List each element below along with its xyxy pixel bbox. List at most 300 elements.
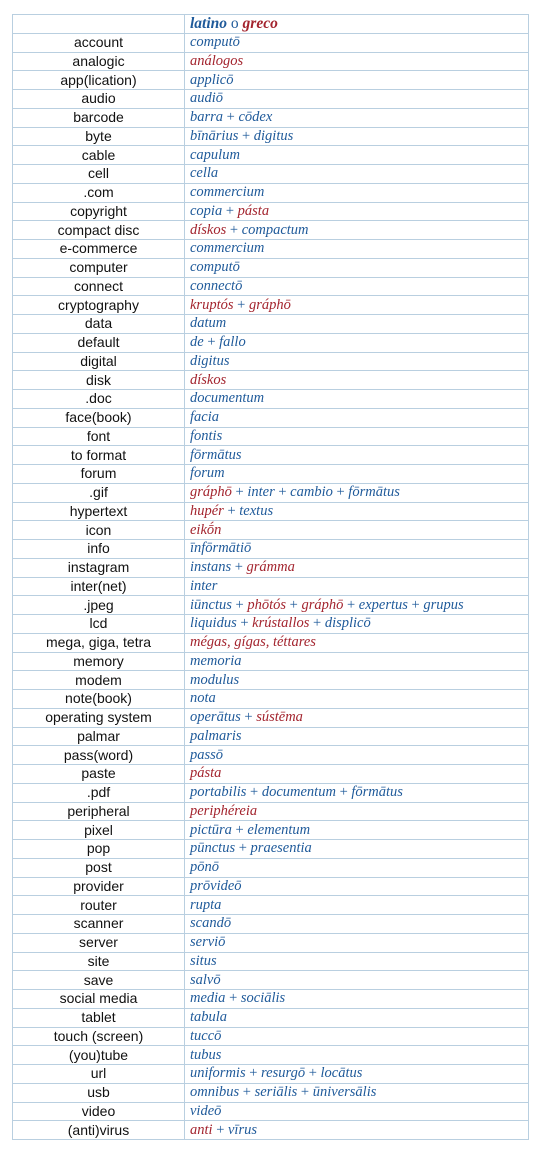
term-cell: e-commerce	[13, 240, 185, 259]
plus-separator: +	[286, 596, 302, 613]
greek-root: pásta	[237, 202, 270, 219]
term-cell: (you)tube	[13, 1046, 185, 1065]
plus-separator: +	[246, 784, 262, 801]
term-cell: face(book)	[13, 408, 185, 427]
table-row	[13, 708, 529, 727]
latin-root: connectō	[190, 277, 243, 294]
origin-cell	[185, 558, 529, 577]
plus-separator: +	[297, 1084, 313, 1101]
term-cell: save	[13, 971, 185, 990]
plus-separator: +	[309, 615, 325, 632]
origin-cell	[185, 1102, 529, 1121]
latin-root: iūnctus	[190, 596, 232, 613]
plus-separator: +	[225, 990, 241, 1007]
term-cell: font	[13, 427, 185, 446]
latin-root: scandō	[190, 915, 232, 932]
plus-separator: +	[203, 334, 220, 351]
table-row	[13, 465, 529, 484]
latin-root: modulus	[190, 671, 240, 688]
origin-cell	[185, 521, 529, 540]
latin-root: prōvideō	[190, 877, 242, 894]
table-row	[13, 821, 529, 840]
origin-cell	[185, 277, 529, 296]
origin-cell	[185, 840, 529, 859]
table-row	[13, 971, 529, 990]
table-row	[13, 71, 529, 90]
plus-separator: +	[274, 484, 291, 501]
table-row	[13, 165, 529, 184]
origin-cell	[185, 577, 529, 596]
table-row	[13, 746, 529, 765]
plus-separator: +	[332, 484, 349, 501]
origin-cell	[185, 465, 529, 484]
table-row	[13, 652, 529, 671]
table-body	[13, 15, 529, 1140]
origin-cell	[185, 727, 529, 746]
origin-cell	[185, 802, 529, 821]
latin-root: ūniversālis	[312, 1084, 377, 1101]
origin-cell	[185, 915, 529, 934]
latin-root: fontis	[190, 427, 223, 444]
plus-separator: +	[240, 709, 257, 726]
table-row	[13, 915, 529, 934]
term-cell: router	[13, 896, 185, 915]
term-cell: pixel	[13, 821, 185, 840]
origin-cell	[185, 1027, 529, 1046]
term-cell: peripheral	[13, 802, 185, 821]
table-row	[13, 1046, 529, 1065]
table-row	[13, 521, 529, 540]
table-row	[13, 352, 529, 371]
plus-separator: +	[236, 615, 253, 632]
origin-cell	[185, 765, 529, 784]
plus-separator: +	[212, 1121, 228, 1138]
latin-root: fallo	[219, 334, 246, 351]
table-row	[13, 840, 529, 859]
greek-root: eikṓn	[190, 521, 222, 538]
origin-cell	[185, 408, 529, 427]
origin-cell	[185, 877, 529, 896]
greek-root: gráphō	[190, 484, 232, 501]
table-row	[13, 90, 529, 109]
table-row	[13, 333, 529, 352]
origin-cell	[185, 990, 529, 1009]
latin-root: īnfōrmātiō	[190, 540, 252, 557]
latin-root: passō	[190, 746, 224, 763]
origin-cell	[185, 502, 529, 521]
term-cell: compact disc	[13, 221, 185, 240]
term-cell: barcode	[13, 108, 185, 127]
term-cell: to format	[13, 446, 185, 465]
latin-root: computō	[190, 259, 240, 276]
table-row	[13, 577, 529, 596]
term-cell: hypertext	[13, 502, 185, 521]
origin-cell	[185, 708, 529, 727]
table-row	[13, 558, 529, 577]
term-cell: account	[13, 33, 185, 52]
term-cell: paste	[13, 765, 185, 784]
origin-cell	[185, 146, 529, 165]
origin-cell	[185, 240, 529, 259]
term-cell: .doc	[13, 390, 185, 409]
term-cell: usb	[13, 1083, 185, 1102]
latin-root: inter	[247, 484, 275, 501]
table-row	[13, 202, 529, 221]
plus-separator: +	[235, 840, 251, 857]
table-row	[13, 240, 529, 259]
greek-root: periphéreia	[190, 802, 258, 819]
plus-separator: +	[231, 821, 248, 838]
table-row	[13, 690, 529, 709]
latin-root: facia	[190, 409, 219, 426]
latin-root: copia	[190, 202, 223, 219]
latin-root: expertus	[358, 596, 408, 613]
table-row	[13, 483, 529, 502]
table-row	[13, 315, 529, 334]
origin-cell	[185, 783, 529, 802]
plus-separator: +	[305, 1065, 321, 1082]
origin-cell	[185, 183, 529, 202]
table-row	[13, 33, 529, 52]
term-cell: operating system	[13, 708, 185, 727]
latin-root: fōrmātus	[190, 446, 242, 463]
greek-root: kruptós	[190, 296, 234, 313]
latin-root: pūnctus	[190, 840, 236, 857]
plus-separator: +	[245, 1065, 262, 1082]
origin-cell	[185, 221, 529, 240]
plus-separator: +	[343, 596, 359, 613]
latin-root: praesentia	[250, 840, 312, 857]
greek-root: dískos	[190, 371, 227, 388]
term-cell: cable	[13, 146, 185, 165]
latin-root: videō	[190, 1102, 222, 1119]
term-cell: .com	[13, 183, 185, 202]
table-row	[13, 258, 529, 277]
greek-root: anti	[190, 1121, 213, 1138]
table-row	[13, 1008, 529, 1027]
plus-separator: +	[223, 502, 240, 519]
table-row	[13, 1083, 529, 1102]
plus-separator: +	[231, 484, 248, 501]
table-row	[13, 371, 529, 390]
latin-root: tabula	[190, 1009, 228, 1026]
term-cell: byte	[13, 127, 185, 146]
term-cell: app(lication)	[13, 71, 185, 90]
latin-root: memoria	[190, 652, 242, 669]
latin-root: instans	[190, 559, 232, 576]
term-cell: .pdf	[13, 783, 185, 802]
greek-root: sústēma	[256, 709, 303, 726]
term-cell: cell	[13, 165, 185, 184]
origin-cell	[185, 390, 529, 409]
latin-root: serviō	[190, 934, 226, 951]
origin-cell	[185, 108, 529, 127]
table-row	[13, 1121, 529, 1140]
latin-root: barra	[190, 109, 224, 126]
term-cell: disk	[13, 371, 185, 390]
table-row	[13, 296, 529, 315]
table-row	[13, 727, 529, 746]
latin-root: sociālis	[240, 990, 286, 1007]
table-row	[13, 783, 529, 802]
term-cell: icon	[13, 521, 185, 540]
latin-root: digitus	[253, 127, 294, 144]
latin-root: palmaris	[190, 727, 242, 744]
origin-cell	[185, 127, 529, 146]
header-row	[13, 15, 529, 34]
plus-separator: +	[223, 109, 239, 126]
table-row	[13, 952, 529, 971]
table-row	[13, 615, 529, 634]
header-conjunction: o	[230, 15, 239, 33]
term-cell: server	[13, 933, 185, 952]
table-row	[13, 390, 529, 409]
table-row	[13, 540, 529, 559]
latin-root: rupta	[190, 896, 222, 913]
table-row	[13, 633, 529, 652]
header-greek-label: greco	[242, 15, 278, 33]
term-cell: cryptography	[13, 296, 185, 315]
term-cell: social media	[13, 990, 185, 1009]
latin-root: media	[190, 990, 226, 1007]
latin-root: textus	[239, 502, 274, 519]
term-cell: digital	[13, 352, 185, 371]
plus-separator: +	[335, 784, 352, 801]
table-row	[13, 990, 529, 1009]
origin-cell	[185, 165, 529, 184]
term-cell: note(book)	[13, 690, 185, 709]
term-cell: pop	[13, 840, 185, 859]
latin-root: de	[190, 334, 204, 351]
table-row	[13, 671, 529, 690]
latin-root: tuccō	[190, 1027, 222, 1044]
origin-cell	[185, 33, 529, 52]
term-cell: memory	[13, 652, 185, 671]
greek-root: gráphō	[301, 596, 344, 613]
origin-cell	[185, 1083, 529, 1102]
origin-cell	[185, 1065, 529, 1084]
plus-separator: +	[239, 1084, 255, 1101]
plus-separator: +	[233, 296, 249, 313]
latin-root: forum	[190, 465, 225, 482]
latin-root: pictūra	[190, 821, 232, 838]
term-cell: .gif	[13, 483, 185, 502]
latin-root: tubus	[190, 1046, 222, 1063]
latin-root: documentum	[261, 784, 336, 801]
table-row	[13, 1065, 529, 1084]
origin-cell	[185, 352, 529, 371]
table-row	[13, 427, 529, 446]
origin-cell	[185, 258, 529, 277]
term-cell: (anti)virus	[13, 1121, 185, 1140]
origin-cell	[185, 540, 529, 559]
latin-root: fōrmātus	[351, 784, 403, 801]
latin-root: displicō	[324, 615, 371, 632]
latin-root: datum	[190, 315, 227, 332]
latin-root: digitus	[190, 352, 230, 369]
table-row	[13, 1102, 529, 1121]
term-cell: instagram	[13, 558, 185, 577]
term-cell: touch (screen)	[13, 1027, 185, 1046]
origin-cell	[185, 427, 529, 446]
latin-root: portabilis	[190, 784, 247, 801]
origin-cell	[185, 202, 529, 221]
origin-cell	[185, 371, 529, 390]
latin-root: liquidus	[190, 615, 237, 632]
term-cell: analogic	[13, 52, 185, 71]
table-row	[13, 127, 529, 146]
latin-root: cella	[190, 165, 219, 182]
plus-separator: +	[222, 202, 238, 219]
origin-cell	[185, 746, 529, 765]
term-cell: url	[13, 1065, 185, 1084]
term-cell: data	[13, 315, 185, 334]
latin-root: seriālis	[254, 1084, 298, 1101]
term-cell: pass(word)	[13, 746, 185, 765]
etymology-table	[12, 14, 529, 1140]
latin-root: cambio	[290, 484, 333, 501]
term-cell: mega, giga, tetra	[13, 633, 185, 652]
latin-root: nota	[190, 690, 216, 707]
plus-separator: +	[231, 559, 247, 576]
origin-cell	[185, 690, 529, 709]
term-cell: connect	[13, 277, 185, 296]
term-cell: info	[13, 540, 185, 559]
term-cell: forum	[13, 465, 185, 484]
table-row	[13, 277, 529, 296]
latin-root: pōnō	[190, 859, 219, 876]
term-cell: inter(net)	[13, 577, 185, 596]
origin-cell	[185, 71, 529, 90]
latin-root: operātus	[190, 709, 241, 726]
origin-cell	[185, 615, 529, 634]
latin-root: vīrus	[228, 1121, 257, 1138]
latin-root: commercium	[190, 184, 265, 201]
latin-root: commercium	[190, 240, 265, 257]
term-cell: post	[13, 858, 185, 877]
origin-cell	[185, 821, 529, 840]
greek-root: grámma	[246, 559, 295, 576]
term-cell: modem	[13, 671, 185, 690]
origin-cell	[185, 1046, 529, 1065]
latin-root: fōrmātus	[348, 484, 400, 501]
greek-root: dískos	[190, 221, 227, 238]
origin-cell	[185, 952, 529, 971]
origin-cell	[185, 671, 529, 690]
term-cell: copyright	[13, 202, 185, 221]
term-cell: site	[13, 952, 185, 971]
plus-separator: +	[231, 596, 248, 613]
term-cell: provider	[13, 877, 185, 896]
origin-cell	[185, 1008, 529, 1027]
table-row	[13, 765, 529, 784]
term-cell: .jpeg	[13, 596, 185, 615]
origin-cell	[185, 652, 529, 671]
table-row	[13, 146, 529, 165]
table-row	[13, 221, 529, 240]
term-cell: audio	[13, 90, 185, 109]
header-term-cell	[13, 15, 185, 34]
greek-root: phōtós	[247, 596, 286, 613]
table-row	[13, 896, 529, 915]
origin-cell	[185, 483, 529, 502]
origin-cell	[185, 296, 529, 315]
table-row	[13, 446, 529, 465]
origin-cell	[185, 333, 529, 352]
greek-root: mégas, gígas, téttares	[190, 634, 316, 651]
latin-root: compactum	[241, 221, 309, 238]
plus-separator: +	[226, 221, 242, 238]
table-row	[13, 52, 529, 71]
origin-cell	[185, 858, 529, 877]
term-cell: lcd	[13, 615, 185, 634]
table-row	[13, 858, 529, 877]
table-row	[13, 1027, 529, 1046]
latin-root: audiō	[190, 90, 224, 107]
latin-root: uniformis	[190, 1065, 246, 1082]
latin-root: cōdex	[238, 109, 273, 126]
origin-cell	[185, 933, 529, 952]
term-cell: scanner	[13, 915, 185, 934]
origin-cell	[185, 1121, 529, 1140]
latin-root: elementum	[247, 821, 311, 838]
latin-root: computō	[190, 34, 240, 51]
term-cell: palmar	[13, 727, 185, 746]
greek-root: gráphō	[248, 296, 291, 313]
latin-root: grupus	[423, 596, 464, 613]
term-cell: tablet	[13, 1008, 185, 1027]
table-row	[13, 933, 529, 952]
latin-root: locātus	[320, 1065, 363, 1082]
header-latin-label: latino	[190, 15, 228, 33]
origin-cell	[185, 90, 529, 109]
greek-root: hupér	[190, 502, 224, 519]
table-row	[13, 183, 529, 202]
plus-separator: +	[407, 596, 424, 613]
greek-root: análogos	[190, 52, 244, 69]
term-cell: default	[13, 333, 185, 352]
latin-root: applicō	[190, 71, 234, 88]
origin-cell	[185, 896, 529, 915]
latin-root: bīnārius	[190, 127, 239, 144]
table-row	[13, 877, 529, 896]
origin-cell	[185, 52, 529, 71]
greek-root: krústallos	[252, 615, 310, 632]
latin-root: documentum	[190, 390, 265, 407]
latin-root: inter	[190, 577, 218, 594]
table-row	[13, 802, 529, 821]
origin-cell	[185, 446, 529, 465]
origin-cell	[185, 971, 529, 990]
origin-cell	[185, 633, 529, 652]
table-row	[13, 596, 529, 615]
header-origin-cell	[185, 15, 529, 34]
origin-cell	[185, 596, 529, 615]
latin-root: omnibus	[190, 1084, 240, 1101]
greek-root: pásta	[190, 765, 222, 782]
plus-separator: +	[238, 127, 254, 144]
origin-cell	[185, 315, 529, 334]
latin-root: resurgō	[261, 1065, 306, 1082]
latin-root: situs	[190, 952, 217, 969]
latin-root: salvō	[190, 971, 221, 988]
term-cell: video	[13, 1102, 185, 1121]
latin-root: capulum	[190, 146, 240, 163]
term-cell: computer	[13, 258, 185, 277]
table-row	[13, 408, 529, 427]
table-row	[13, 502, 529, 521]
table-row	[13, 108, 529, 127]
